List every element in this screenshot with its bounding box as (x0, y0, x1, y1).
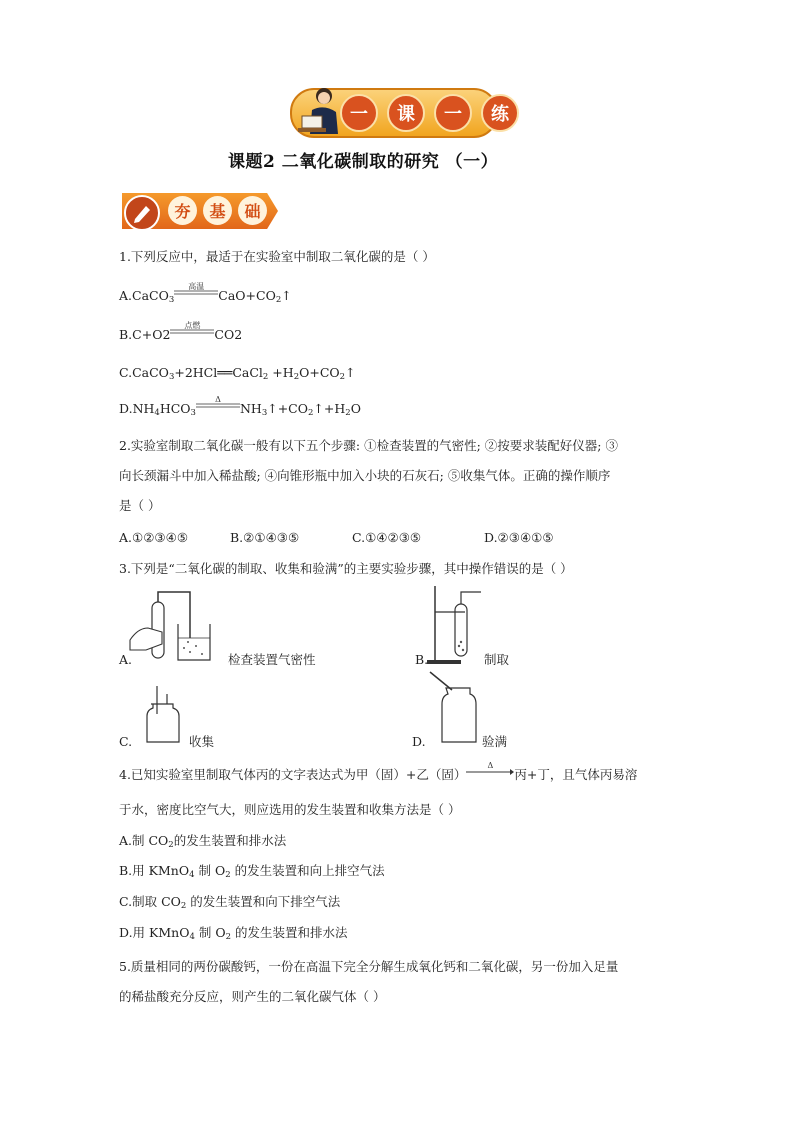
option-letter: C. (119, 365, 133, 380)
pencil-badge-icon (124, 195, 160, 231)
option-text: 的发生装置和向上排空气法 (230, 863, 385, 878)
option-text: C.制取 CO (119, 894, 181, 909)
question-4-option-c (119, 893, 340, 915)
question-1-option-b (119, 321, 243, 344)
question-2-option-d: D.②③④①⑤ (484, 530, 554, 545)
question-text: 丙+丁，且气体丙易溶 (514, 767, 638, 782)
formula-text: CaCO (132, 365, 169, 380)
question-text: 4.已知实验室里制取气体丙的文字表达式为甲（固）+乙（固） (119, 767, 467, 782)
formula-text: O+CO (299, 365, 340, 380)
option-letter: A. (119, 288, 133, 303)
formula-text: CO2 (214, 327, 243, 342)
question-1-option-d (119, 395, 361, 422)
check-full-figure (428, 668, 480, 746)
question-5-line: 的稀盐酸充分反应，则产生的二氧化碳气体（ ） (119, 989, 386, 1004)
question-2-line: 是（ ） (119, 498, 161, 513)
condition-label: 点燃 (184, 321, 201, 330)
subscript: 4 (154, 408, 160, 418)
section-tag-char: 基 (203, 196, 232, 225)
option-letter: C. (119, 734, 133, 749)
question-4-option-d (119, 924, 348, 946)
banner-title (340, 94, 519, 132)
subscript: 2 (225, 870, 231, 880)
banner-char: 一 (434, 94, 472, 132)
condition-label: Δ (215, 395, 221, 404)
question-2-option-c: C.①④②③⑤ (352, 530, 422, 545)
option-text: D.用 KMnO (119, 925, 190, 940)
subscript: 2 (308, 408, 314, 418)
formula-text: CaCO (132, 288, 169, 303)
subscript: 3 (190, 408, 196, 418)
formula-text: ↑+CO (267, 401, 308, 416)
formula-text: ↑+H (313, 401, 346, 416)
condition-label: 高温 (188, 282, 205, 291)
question-5-line: 5.质量相同的两份碳酸钙，一份在高温下完全分解生成氧化钙和二氧化碳，另一份加入足量 (119, 959, 619, 974)
question-4-option-a (119, 832, 286, 854)
formula-text: +H (268, 365, 294, 380)
gas-arrow: ↑ (281, 288, 292, 303)
option-text: B.用 KMnO (119, 863, 190, 878)
option-text: 制 O (194, 925, 226, 940)
option-letter: B. (119, 327, 133, 342)
gas-collection-figure (143, 684, 183, 746)
question-4-option-b (119, 862, 385, 884)
section-tag-char: 础 (238, 196, 267, 225)
subscript: 3 (168, 372, 175, 382)
banner-char: 练 (481, 94, 519, 132)
question-2-line: 2.实验室制取二氧化碳一般有以下五个步骤: ①检查装置的气密性; ②按要求装配好仪器; ③ (119, 438, 618, 453)
question-2-line: 向长颈漏斗中加入稀盐酸; ④向锥形瓶中加入小块的石灰石; ⑤收集气体。正确的操作顺序 (119, 468, 611, 483)
option-text: 的发生装置和排水法 (231, 925, 348, 940)
formula-text: C+O2 (132, 327, 171, 342)
option-text: 制 O (194, 863, 226, 878)
airtightness-check-figure (128, 588, 220, 666)
subscript: 3 (168, 295, 175, 305)
question-3-option-a-label: 检查装置气密性 (228, 652, 316, 667)
option-letter: B. (415, 652, 429, 667)
subscript: 2 (345, 408, 351, 418)
question-2-option-a: A.①②③④⑤ (119, 530, 189, 545)
formula-text: NH (132, 401, 155, 416)
question-3-option-d-label: 验满 (482, 734, 508, 749)
question-1-option-c (119, 364, 356, 386)
banner-char: 一 (340, 94, 378, 132)
condition-label: Δ (487, 761, 494, 770)
equals-sign: ══ (217, 365, 233, 380)
formula-text: O (350, 401, 361, 416)
option-letter: D. (412, 734, 426, 749)
subscript: 2 (168, 840, 174, 850)
subscript: 4 (189, 932, 195, 942)
student-reading-icon (294, 84, 342, 136)
gas-production-figure (425, 582, 485, 666)
page-title: 课题2 二氧化碳制取的研究 （一） (228, 152, 499, 172)
section-tag (168, 196, 267, 225)
question-3-stem: 3.下列是“二氧化碳的制取、收集和验满”的主要实验步骤，其中操作错误的是（ ） (119, 561, 573, 576)
option-text: 的发生装置和排水法 (173, 833, 287, 848)
subscript: 2 (180, 901, 187, 911)
question-4-line (119, 761, 638, 784)
formula-text: NH (239, 401, 262, 416)
question-1-stem: 1.下列反应中，最适于在实验室中制取二氧化碳的是（ ） (119, 249, 435, 264)
subscript: 2 (225, 932, 232, 942)
option-text: A.制 CO (119, 833, 169, 848)
reaction-condition (174, 282, 218, 302)
question-3-option-b-label: 制取 (484, 652, 510, 667)
section-tag-char: 夯 (168, 196, 197, 225)
formula-text: +2HCl (174, 365, 218, 380)
subscript: 2 (293, 372, 300, 382)
subscript: 2 (262, 372, 269, 382)
question-3-option-c-label: 收集 (189, 734, 215, 749)
reaction-condition (170, 321, 214, 341)
question-1-option-a (119, 282, 292, 309)
option-text: 的发生装置和向下排空气法 (186, 894, 341, 909)
subscript: 2 (339, 372, 346, 382)
formula-text: CaO+CO (218, 288, 276, 303)
reaction-condition (466, 761, 514, 781)
subscript: 4 (189, 870, 195, 880)
formula-text: CaCl (232, 365, 263, 380)
subscript: 3 (261, 408, 268, 418)
option-letter: A. (119, 652, 133, 667)
banner-char: 课 (387, 94, 425, 132)
gas-arrow: ↑ (345, 365, 356, 380)
question-2-option-b: B.②①④③⑤ (230, 530, 300, 545)
option-letter: D. (119, 401, 133, 416)
reaction-condition (196, 395, 240, 415)
formula-text: HCO (159, 401, 191, 416)
question-4-line: 于水，密度比空气大，则应选用的发生装置和收集方法是（ ） (119, 802, 461, 817)
subscript: 2 (275, 295, 282, 305)
